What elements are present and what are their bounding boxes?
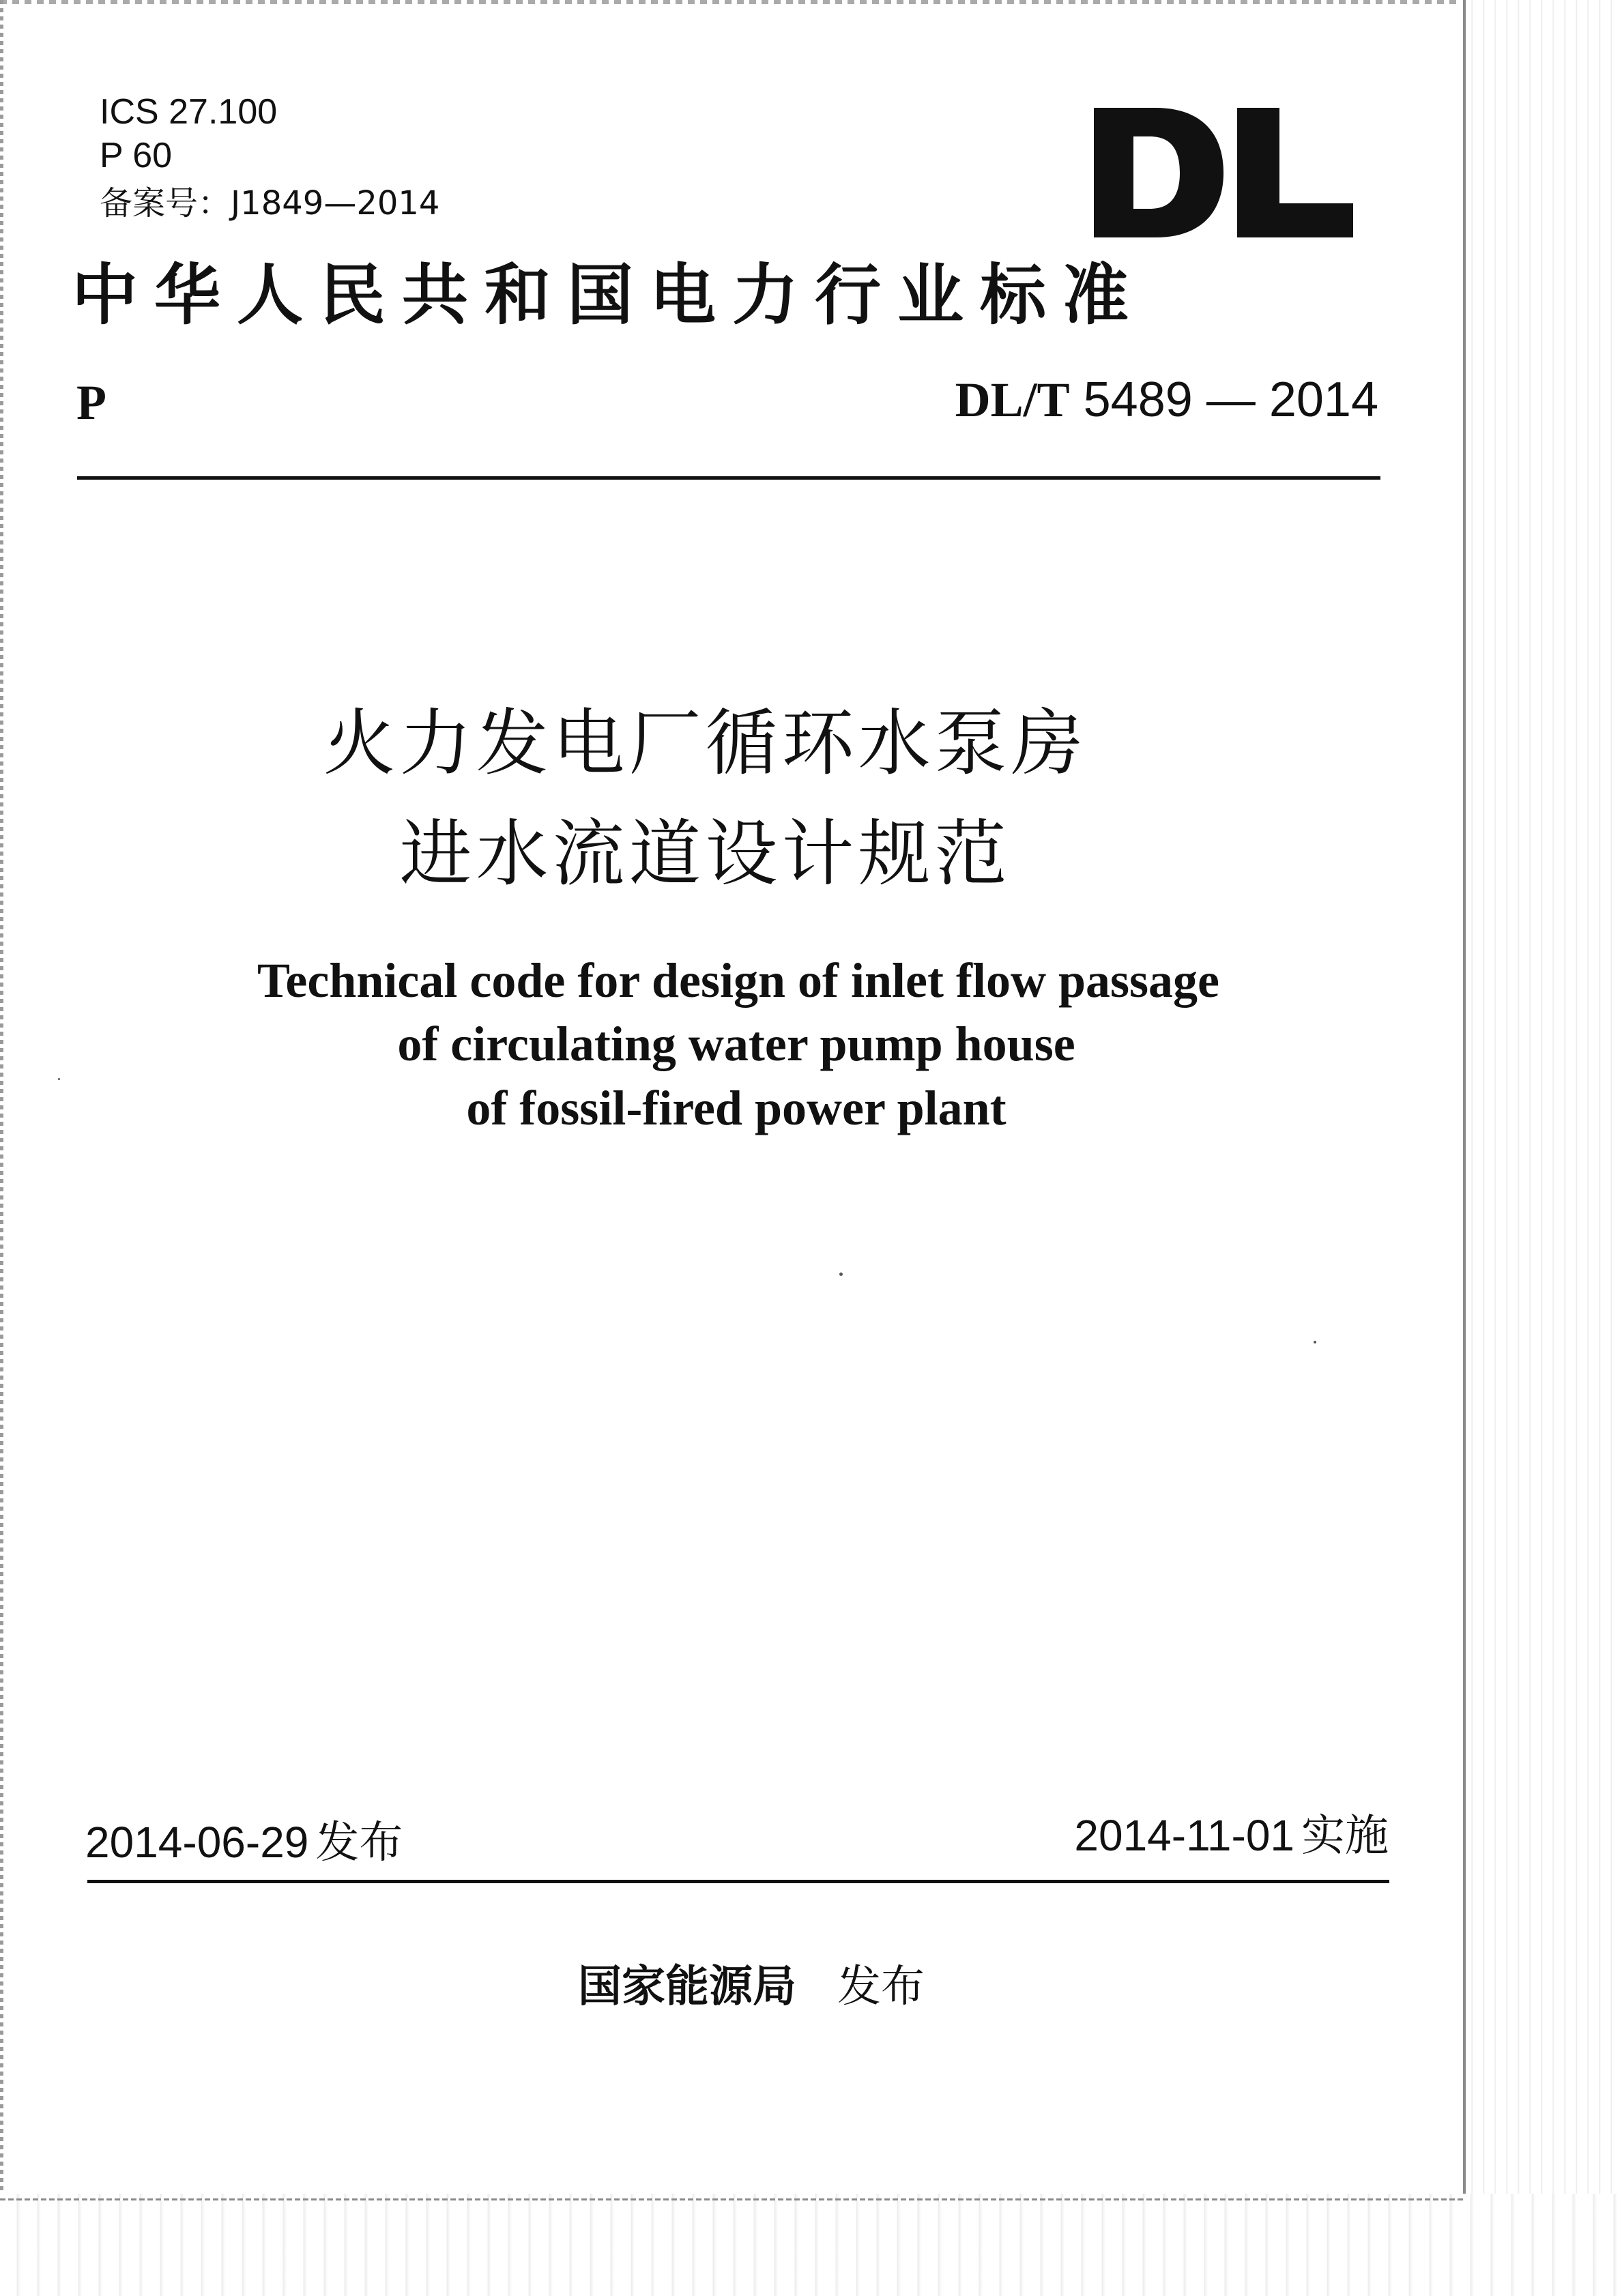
record-number: 备案号：J1849—2014 (100, 184, 440, 222)
english-title-line-1: Technical code for design of inlet flow passage (257, 953, 1219, 1008)
scan-edge-right (1462, 0, 1622, 2296)
publisher-line (0, 1958, 1462, 2016)
ics-code: ICS 27.100 (100, 92, 278, 132)
chinese-title-line-2: 进水流道设计规范 (399, 812, 1011, 896)
standard-type-heading: 中华人民共和国电力行业标准 (72, 256, 1145, 334)
scan-edge-right-line (1463, 0, 1466, 2211)
dl-logo (1094, 108, 1353, 237)
scan-edge-bottom (0, 2194, 1622, 2296)
category-letter: P (76, 375, 106, 430)
issue-date-value: 2014-06-29 (85, 1818, 309, 1867)
classification-code: P 60 (100, 136, 173, 175)
footer-divider (87, 1880, 1389, 1883)
scan-edge-left (0, 0, 3, 2296)
standard-number-value: 5489 — 2014 (1083, 373, 1378, 427)
scan-edge-top (0, 0, 1622, 4)
implementation-date (942, 1808, 1389, 1863)
scan-edge-bottom-line (0, 2198, 1464, 2200)
chinese-title-line-1: 火力发电厂循环水泵房 (323, 701, 1088, 785)
scan-speck (839, 1273, 843, 1276)
issue-date (85, 1815, 403, 1870)
standard-number (901, 369, 1378, 431)
dl-logo-letter-d (1094, 108, 1223, 237)
dl-logo-letter-l (1237, 108, 1353, 237)
standard-prefix: DL/T (955, 373, 1070, 427)
issue-date-label: 发布 (315, 1818, 403, 1868)
scan-speck (58, 1078, 60, 1080)
scan-speck (1314, 1341, 1316, 1343)
header-divider (77, 476, 1380, 480)
publisher-name: 国家能源局 (578, 1961, 796, 2012)
implementation-date-label: 实施 (1301, 1811, 1389, 1861)
english-title-line-2: of circulating water pump house (397, 1017, 1075, 1071)
publisher-action: 发布 (837, 1962, 925, 2012)
implementation-date-value: 2014-11-01 (1074, 1811, 1294, 1860)
english-title-line-3: of fossil-fired power plant (466, 1081, 1006, 1135)
